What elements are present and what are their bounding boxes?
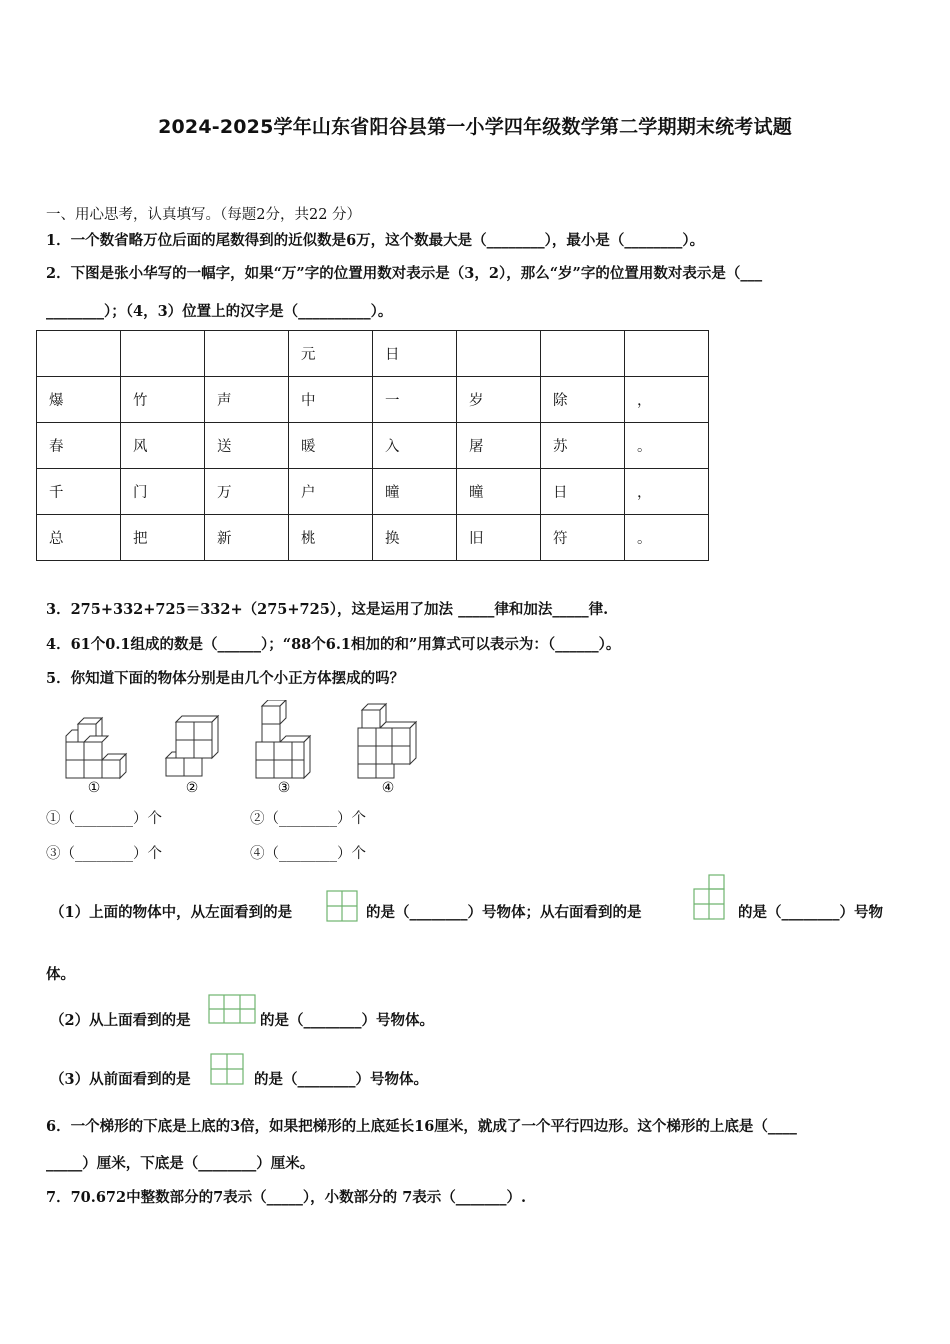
- grid-cell: 曈: [373, 469, 457, 515]
- question-3: 3．275+332+725＝332+（275+725），这是运用了加法 _____律和加法_____律.: [46, 601, 609, 618]
- grid-cell: [457, 331, 541, 377]
- grid-cell: 除: [541, 377, 625, 423]
- grid-row: [37, 515, 709, 561]
- grid-cell: [205, 331, 289, 377]
- grid-cell: [625, 331, 709, 377]
- front-view-icon: [210, 1053, 246, 1089]
- grid-cell: 。: [625, 423, 709, 469]
- grid-cell: 苏: [541, 423, 625, 469]
- sub-question-1-part-d: 体。: [46, 966, 75, 983]
- grid-cell: 换: [373, 515, 457, 561]
- question-5: 5．你知道下面的物体分别是由几个小正方体摆成的吗？: [46, 670, 405, 687]
- question-6-line-1: 6．一个梯形的下底是上底的3倍，如果把梯形的上底延长16厘米，就成了一个平行四边形。这个梯形的上底是（____: [46, 1118, 797, 1135]
- grid-cell: 送: [205, 423, 289, 469]
- grid-cell: 总: [37, 515, 121, 561]
- sub-question-3-part-b: 的是（________）号物体。: [254, 1071, 428, 1088]
- grid-row: [37, 331, 709, 377]
- grid-row: [37, 469, 709, 515]
- grid-cell: 曈: [457, 469, 541, 515]
- grid-cell: ，: [625, 469, 709, 515]
- answer-3: ③（________）个: [46, 846, 162, 862]
- grid-cell: 千: [37, 469, 121, 515]
- grid-cell: 旧: [457, 515, 541, 561]
- question-4: 4．61个0.1组成的数是（______）；“88个6.1相加的和”用算式可以表示为：（______）。: [46, 636, 621, 653]
- sub-question-1-part-b: 的是（________）号物体；从右面看到的是: [366, 904, 642, 921]
- grid-cell: 春: [37, 423, 121, 469]
- grid-cell: 暖: [289, 423, 373, 469]
- grid-cell: 门: [121, 469, 205, 515]
- sub-question-2-part-b: 的是（________）号物体。: [260, 1012, 434, 1029]
- figure-label-1: ①: [87, 780, 101, 795]
- question-2-line-1: 2．下图是张小华写的一幅字，如果“万”字的位置用数对表示是（3，2），那么“岁”字的位置用数对表示是（___: [46, 265, 763, 282]
- poem-grid: [36, 330, 709, 561]
- right-view-icon: [692, 874, 726, 924]
- grid-cell: 元: [289, 331, 373, 377]
- section-heading: 一、用心思考，认真填写。（每题2分，共22 分）: [46, 207, 362, 223]
- grid-cell: 屠: [457, 423, 541, 469]
- grid-cell: 岁: [457, 377, 541, 423]
- grid-cell: 爆: [37, 377, 121, 423]
- cube-figure-2: [160, 700, 232, 795]
- grid-cell: 万: [205, 469, 289, 515]
- grid-cell: 户: [289, 469, 373, 515]
- grid-row: [37, 377, 709, 423]
- answer-1: ①（________）个: [46, 811, 162, 827]
- answer-2: ②（________）个: [250, 811, 366, 827]
- cube-figure-4: [352, 700, 424, 795]
- grid-cell: 入: [373, 423, 457, 469]
- grid-cell: 声: [205, 377, 289, 423]
- question-7: 7．70.672中整数部分的7表示（_____），小数部分的 7表示（_______）.: [46, 1189, 527, 1206]
- grid-cell: 。: [625, 515, 709, 561]
- sub-question-2-part-a: （2）从上面看到的是: [50, 1012, 191, 1029]
- figure-label-4: ④: [381, 780, 395, 795]
- page-title: 2024-2025学年山东省阳谷县第一小学四年级数学第二学期期末统考试题: [158, 116, 792, 138]
- grid-cell: 中: [289, 377, 373, 423]
- left-view-icon: [326, 890, 358, 926]
- grid-cell: 风: [121, 423, 205, 469]
- grid-cell: [541, 331, 625, 377]
- cube-figure-3: [250, 700, 322, 795]
- question-6-line-2: _____）厘米，下底是（________）厘米。: [46, 1155, 315, 1172]
- sub-question-3-part-a: （3）从前面看到的是: [50, 1071, 191, 1088]
- cube-figure-1: [60, 700, 132, 795]
- top-view-icon: [208, 994, 256, 1028]
- figure-label-2: ②: [185, 780, 199, 795]
- figure-label-3: ③: [277, 780, 291, 795]
- sub-question-1-part-c: 的是（________）号物: [738, 904, 883, 921]
- grid-cell: [121, 331, 205, 377]
- grid-cell: [37, 331, 121, 377]
- grid-cell: 桃: [289, 515, 373, 561]
- grid-cell: 新: [205, 515, 289, 561]
- grid-cell: 符: [541, 515, 625, 561]
- answer-4: ④（________）个: [250, 846, 366, 862]
- sub-question-1-part-a: （1）上面的物体中，从左面看到的是: [50, 904, 293, 921]
- grid-cell: 一: [373, 377, 457, 423]
- grid-cell: 日: [541, 469, 625, 515]
- grid-cell: 把: [121, 515, 205, 561]
- grid-cell: 竹: [121, 377, 205, 423]
- grid-cell: 日: [373, 331, 457, 377]
- grid-row: [37, 423, 709, 469]
- grid-cell: ，: [625, 377, 709, 423]
- question-1: 1．一个数省略万位后面的尾数得到的近似数是6万，这个数最大是（________），最小是（________）。: [46, 232, 705, 249]
- question-2-line-2: ________）；（4，3）位置上的汉字是（__________）。: [46, 303, 393, 320]
